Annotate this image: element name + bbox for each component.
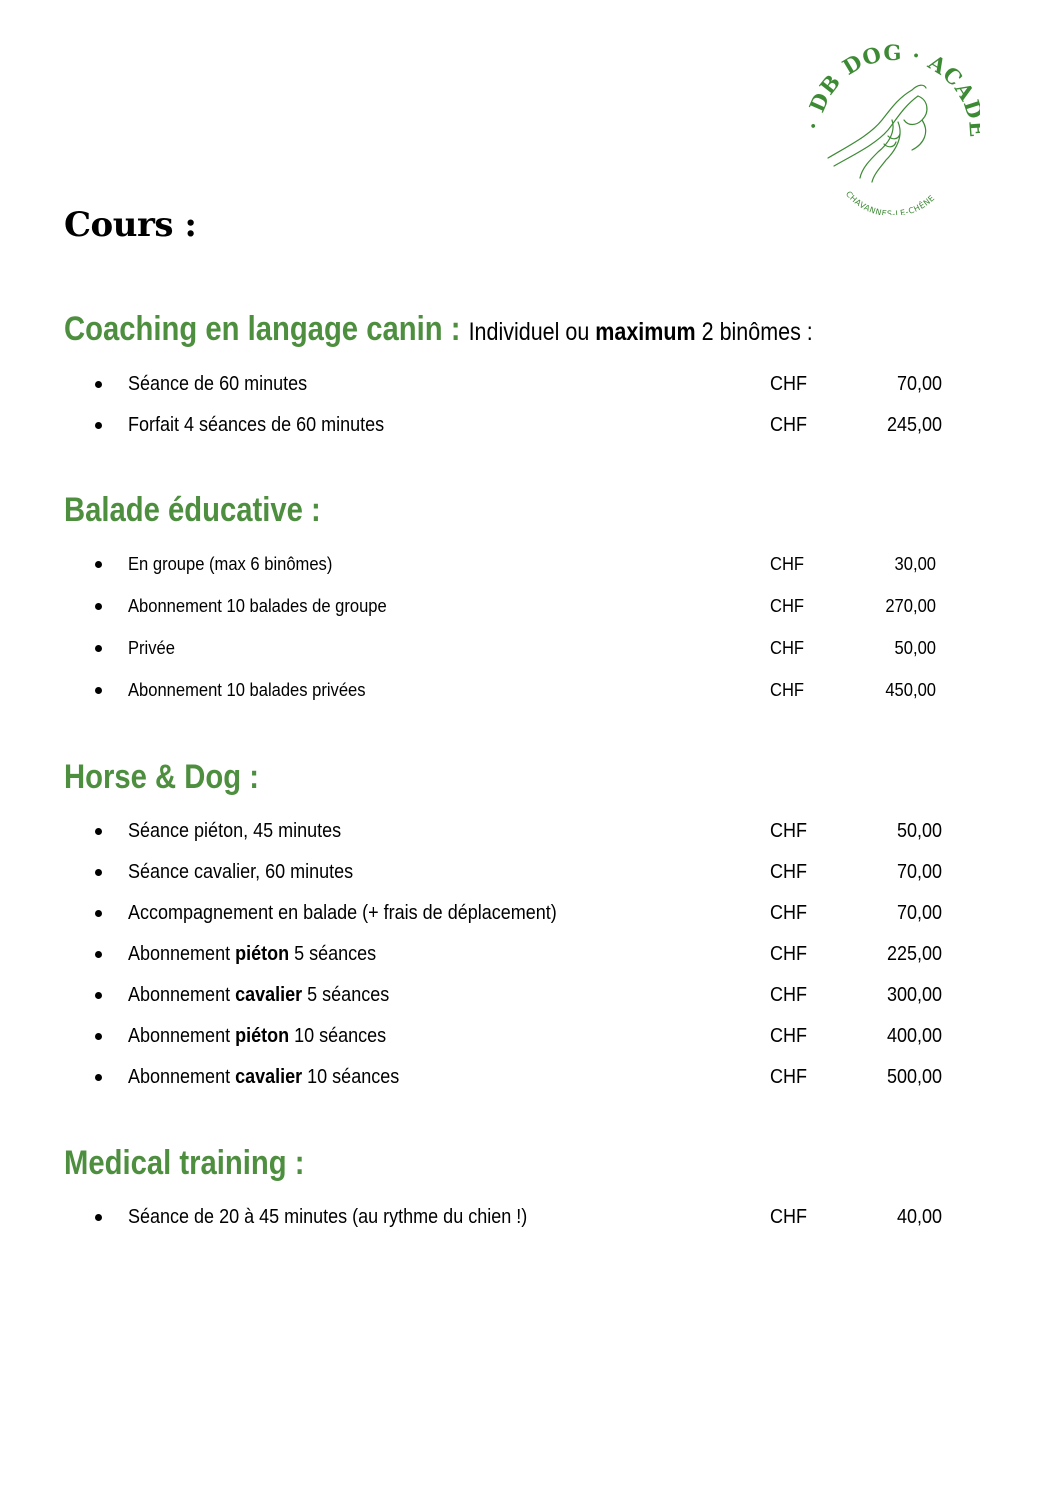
price-item [64,859,964,900]
label-after: 5 séances [294,943,377,965]
bullet-icon [95,381,102,388]
price-list [64,1204,964,1245]
section-heading-text: Medical training : [64,1144,305,1182]
item-amount: 70,00 [896,902,942,924]
section-heading-note [469,320,813,345]
item-amount: 50,00 [894,638,936,658]
item-currency: CHF [770,596,805,616]
bullet-icon [95,1214,102,1221]
item-amount: 300,00 [886,984,942,1006]
note-text-before: Individuel ou [468,318,590,346]
price-item [64,593,964,635]
item-amount: 450,00 [885,680,936,700]
item-currency: CHF [770,943,807,965]
price-item [64,635,964,677]
item-currency: CHF [770,638,805,658]
item-currency: CHF [770,861,807,883]
item-currency: CHF [770,554,805,574]
price-item [64,371,964,412]
item-currency: CHF [770,984,807,1006]
bullet-icon [95,869,102,876]
item-currency: CHF [770,1025,807,1047]
svg-text:· DB DOG · ACADEMY ·: · DB DOG · ACA [800,40,980,131]
item-label: Séance piéton, 45 minutes [128,820,342,842]
price-item [64,1204,964,1245]
item-amount: 30,00 [894,554,936,574]
item-label: Séance cavalier, 60 minutes [128,861,354,883]
label-after: 10 séances [294,1025,387,1047]
section-heading-text: Horse & Dog : [64,758,259,796]
item-currency: CHF [770,1066,807,1088]
item-label: Abonnement 10 balades privées [128,680,366,700]
section-heading-text: Balade éducative : [64,491,321,529]
item-label: Abonnement 10 balades de groupe [128,596,387,616]
item-amount: 500,00 [886,1066,942,1088]
bullet-icon [95,422,102,429]
bullet-icon [95,645,102,652]
price-item [64,1064,964,1105]
label-before: Abonnement [128,984,231,1006]
item-amount: 225,00 [886,943,942,965]
bullet-icon [95,951,102,958]
item-currency: CHF [770,1206,807,1228]
item-label [128,941,376,967]
price-item [64,900,964,941]
bullet-icon [95,561,102,568]
label-bold: cavalier [235,1066,303,1088]
label-bold: piéton [235,943,290,965]
bullet-icon [95,992,102,999]
section-heading [64,312,838,346]
academy-logo [800,40,980,215]
item-label: Séance de 60 minutes [128,373,308,395]
section-heading-text: Coaching en langage canin : [64,310,461,348]
label-before: Abonnement [128,1066,231,1088]
price-list [64,371,964,453]
dog-paw-hand-logo-icon [800,40,980,215]
item-currency: CHF [770,414,807,436]
item-label [128,1023,386,1049]
item-currency: CHF [770,680,805,700]
item-label: En groupe (max 6 binômes) [128,554,333,574]
price-list [64,551,964,719]
item-amount: 50,00 [896,820,942,842]
bullet-icon [95,687,102,694]
label-after: 10 séances [307,1066,400,1088]
item-label [128,982,389,1008]
item-currency: CHF [770,820,807,842]
item-currency: CHF [770,902,807,924]
price-item [64,941,964,982]
label-bold: piéton [235,1025,290,1047]
item-amount: 400,00 [886,1025,942,1047]
item-amount: 40,00 [896,1206,942,1228]
note-text-bold: maximum [595,318,696,346]
label-after: 5 séances [307,984,390,1006]
label-bold: cavalier [235,984,303,1006]
item-label: Privée [128,638,175,658]
item-amount: 70,00 [896,861,942,883]
item-label [128,1064,399,1090]
bullet-icon [95,1033,102,1040]
page-title: Cours : [64,205,197,245]
svg-text:CHAVANNES-LE-CHÊNE: CHAVANNES-LE-CHÊNE [843,189,937,215]
bullet-icon [95,603,102,610]
bullet-icon [95,910,102,917]
label-before: Abonnement [128,1025,231,1047]
bullet-icon [95,1074,102,1081]
price-list [64,818,964,1105]
section-heading [64,1146,838,1180]
section-horse-dog [64,760,964,1105]
price-item [64,677,964,719]
item-label: Forfait 4 séances de 60 minutes [128,414,385,436]
section-medical-training [64,1146,964,1245]
item-currency: CHF [770,373,807,395]
section-heading [64,760,838,794]
price-item [64,412,964,453]
price-item [64,818,964,859]
price-item [64,551,964,593]
item-label: Accompagnement en balade (+ frais de déplacement) [128,902,557,924]
item-label: Séance de 20 à 45 minutes (au rythme du chien !) [128,1206,528,1228]
item-amount: 70,00 [896,373,942,395]
section-heading [64,493,838,527]
item-amount: 245,00 [886,414,942,436]
item-amount: 270,00 [885,596,936,616]
bullet-icon [95,828,102,835]
price-item [64,982,964,1023]
section-balade [64,493,964,719]
label-before: Abonnement [128,943,231,965]
price-item [64,1023,964,1064]
note-text-after: 2 binômes : [701,318,813,346]
section-coaching [64,312,964,453]
